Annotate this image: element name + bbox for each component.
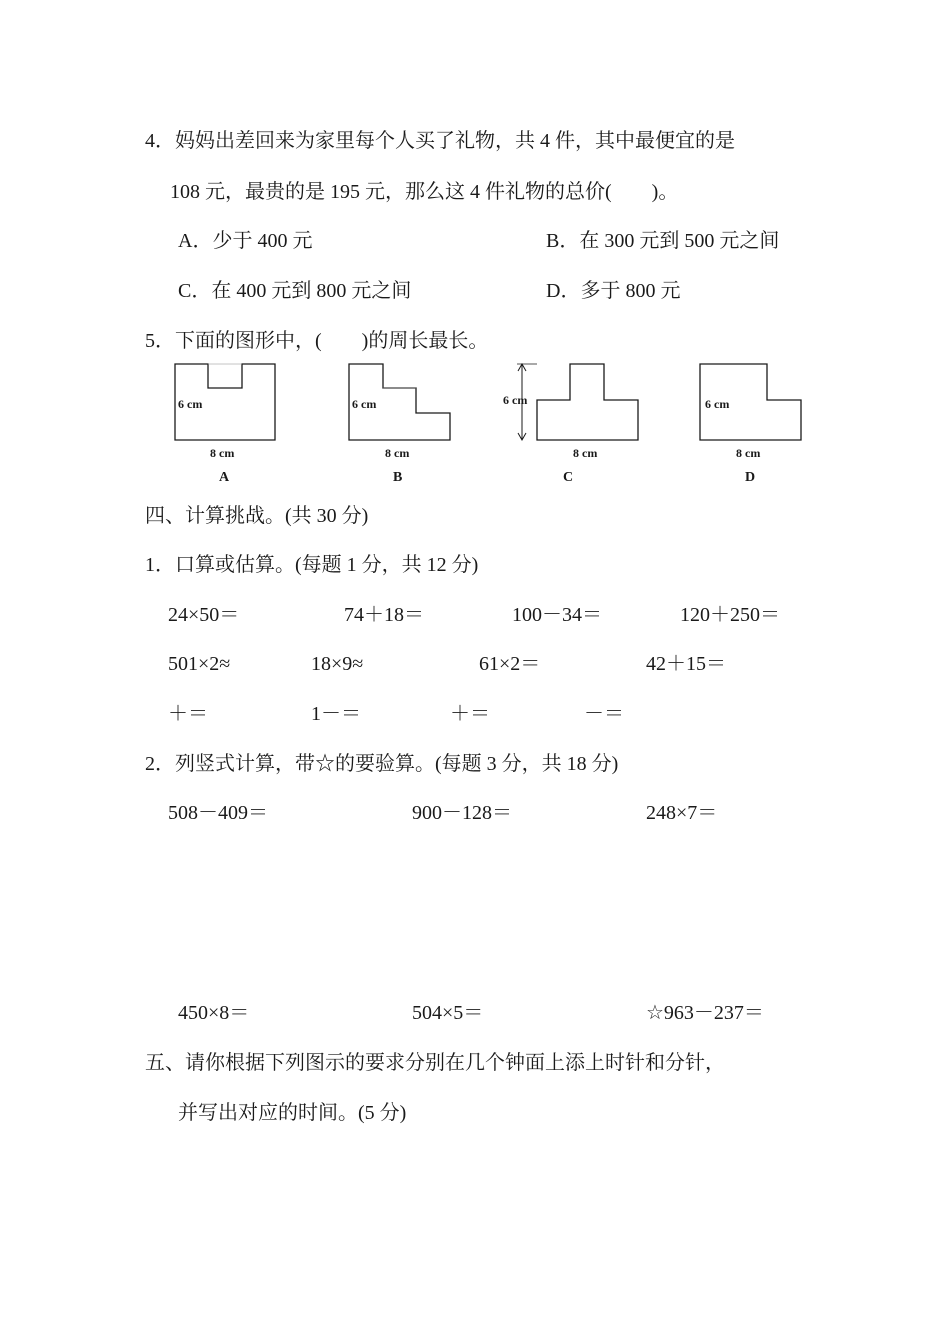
mental-calc-r2-c1: 501×2≈ [168, 653, 231, 675]
vertical-calc-r2-c2: 504×5＝ [412, 1002, 484, 1024]
vertical-calc-r1-c3: 248×7＝ [646, 802, 718, 824]
vertical-calc-r2-c1: 450×8＝ [178, 1002, 250, 1024]
figure-a-letter: A [219, 470, 230, 485]
mental-calc-r3-c1: ＋＝ [168, 703, 208, 725]
figure-a-base-label: 8 cm [210, 446, 235, 460]
vertical-calc-r1-c1: 508－409＝ [168, 802, 268, 824]
mental-calc-r3-c3: ＋＝ [450, 703, 490, 725]
mental-calc-r2-c4: 42＋15＝ [646, 653, 726, 675]
mental-calc-r1-c4: 120＋250＝ [680, 604, 780, 626]
q5-stem: 5．下面的图形中，( )的周长最长。 [145, 330, 489, 352]
mental-calc-r3-c4: －＝ [584, 703, 624, 725]
figure-b-letter: B [393, 470, 403, 485]
q4-option-d: D．多于 800 元 [546, 280, 681, 302]
q4-option-b: B．在 300 元到 500 元之间 [546, 230, 780, 252]
section4-p2-title: 2．列竖式计算，带☆的要验算。(每题 3 分，共 18 分) [145, 753, 619, 775]
vertical-calc-r1-c2: 900－128＝ [412, 802, 512, 824]
vertical-calc-r2-c3: ☆963－237＝ [646, 1002, 764, 1024]
q4-option-c: C．在 400 元到 800 元之间 [178, 280, 412, 302]
figure-b-base-label: 8 cm [385, 446, 410, 460]
section5-line1: 五、请你根据下列图示的要求分别在几个钟面上添上时针和分针， [145, 1052, 725, 1074]
figure-d-letter: D [745, 470, 756, 485]
q4-option-a: A．少于 400 元 [178, 230, 313, 252]
figure-d-base-label: 8 cm [736, 446, 761, 460]
mental-calc-r3-c2: 1－＝ [311, 703, 361, 725]
figure-a-side-label: 6 cm [178, 397, 203, 411]
section4-p1-title: 1．口算或估算。(每题 1 分，共 12 分) [145, 554, 479, 576]
mental-calc-r1-c3: 100－34＝ [512, 604, 602, 626]
figure-c-base-label: 8 cm [573, 446, 598, 460]
mental-calc-r2-c3: 61×2＝ [479, 653, 541, 675]
section5-line2: 并写出对应的时间。(5 分) [178, 1102, 407, 1124]
section4-title: 四、计算挑战。(共 30 分) [145, 505, 369, 527]
mental-calc-r1-c2: 74＋18＝ [344, 604, 424, 626]
figure-d-side-label: 6 cm [705, 397, 730, 411]
figure-c-side-label: 6 cm [503, 393, 528, 407]
q4-stem-line1: 4．妈妈出差回来为家里每个人买了礼物，共 4 件，其中最便宜的是 [145, 130, 735, 152]
mental-calc-r1-c1: 24×50＝ [168, 604, 240, 626]
figure-c-shape [537, 364, 638, 440]
figure-b-side-label: 6 cm [352, 397, 377, 411]
q4-stem-line2: 108 元，最贵的是 195 元，那么这 4 件礼物的总价( )。 [170, 181, 679, 203]
mental-calc-r2-c2: 18×9≈ [311, 653, 364, 675]
figure-c-letter: C [563, 470, 574, 485]
